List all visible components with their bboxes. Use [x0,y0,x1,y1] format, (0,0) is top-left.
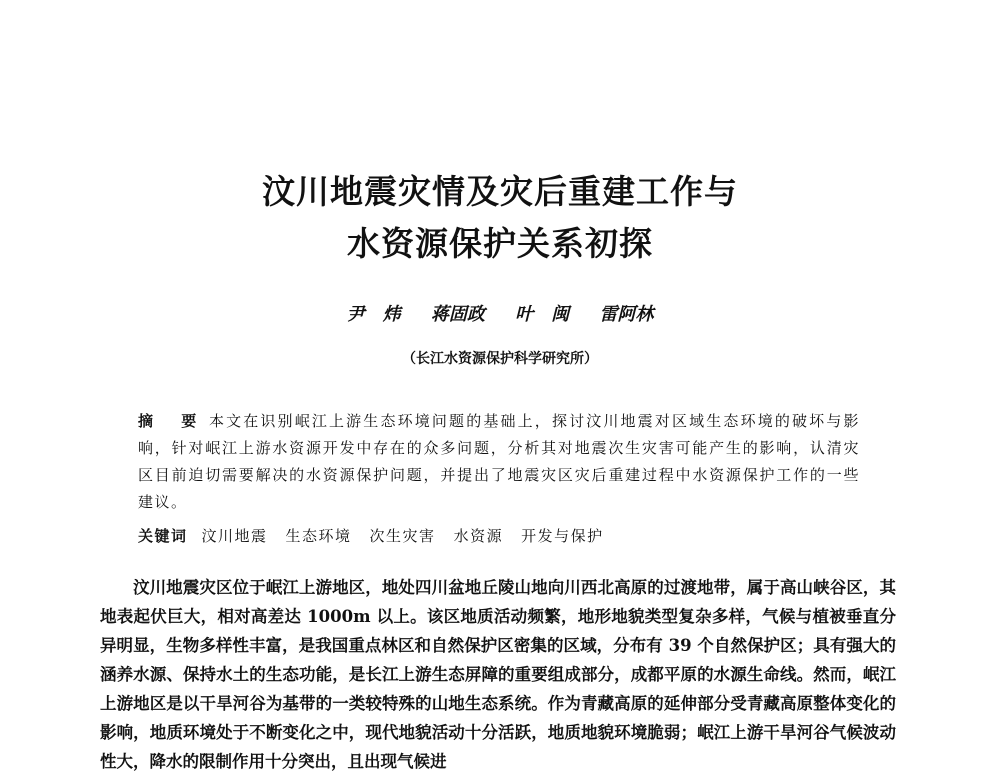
author-name: 蒋固政 [430,304,485,325]
author-name: 叶 闽 [515,304,570,325]
abstract-label: 摘 要 [138,412,203,430]
title-line-2: 水资源保护关系初探 [347,224,653,263]
title-line-1: 汶川地震灾情及灾后重建工作与 [262,172,738,211]
keyword: 开发与保护 [521,527,604,545]
keyword: 生态环境 [285,527,352,545]
abstract [138,408,860,516]
author-name: 尹 炜 [346,304,401,325]
keyword: 次生灾害 [369,527,436,545]
author-name: 雷阿林 [599,304,654,325]
keyword: 水资源 [453,527,504,545]
affiliation: （长江水资源保护科学研究所） [402,351,598,367]
abstract-text: 本文在识别岷江上游生态环境问题的基础上，探讨汶川地震对区域生态环境的破坏与影响，针对岷江上游水资源开发中存在的众多问题，分析其对地震次生灾害可能产生的影响，认清灾区目前迫切需要解决的水资源保护问题，并提出了地震灾区灾后重建过程中水资源保护工作的一些建议。 [138,412,860,511]
keywords-label: 关键词 [138,527,188,545]
author-list [0,306,1000,324]
body-paragraph: 汶川地震灾区位于岷江上游地区，地处四川盆地丘陵山地向川西北高原的过渡地带，属于高山峡谷区，其地表起伏巨大，相对高差达 1000m 以上。该区地质活动频繁，地形地貌类型复杂多样，气候与植被垂直分异明显，生物多样性丰富，是我国重点林区和自然保护区密集的区域，分布有 39 个自然保护区；具有强大的涵养水源、保持水土的生态功能，是长江上游生态屏障的重要组成部分，成都平原的水源生命线。然而，岷江上游地区是以干旱河谷为基带的一类较特殊的山地生态系统。作为青藏高原的延伸部分受青藏高原整体变化的影响，地质环境处于不断变化之中，现代地貌活动十分活跃，地质地貌环境脆弱；岷江上游干旱河谷气候波动性大，降水的限制作用十分突出，且出现气候进 [100,578,896,771]
keyword: 汶川地震 [201,527,268,545]
keywords [138,523,860,550]
